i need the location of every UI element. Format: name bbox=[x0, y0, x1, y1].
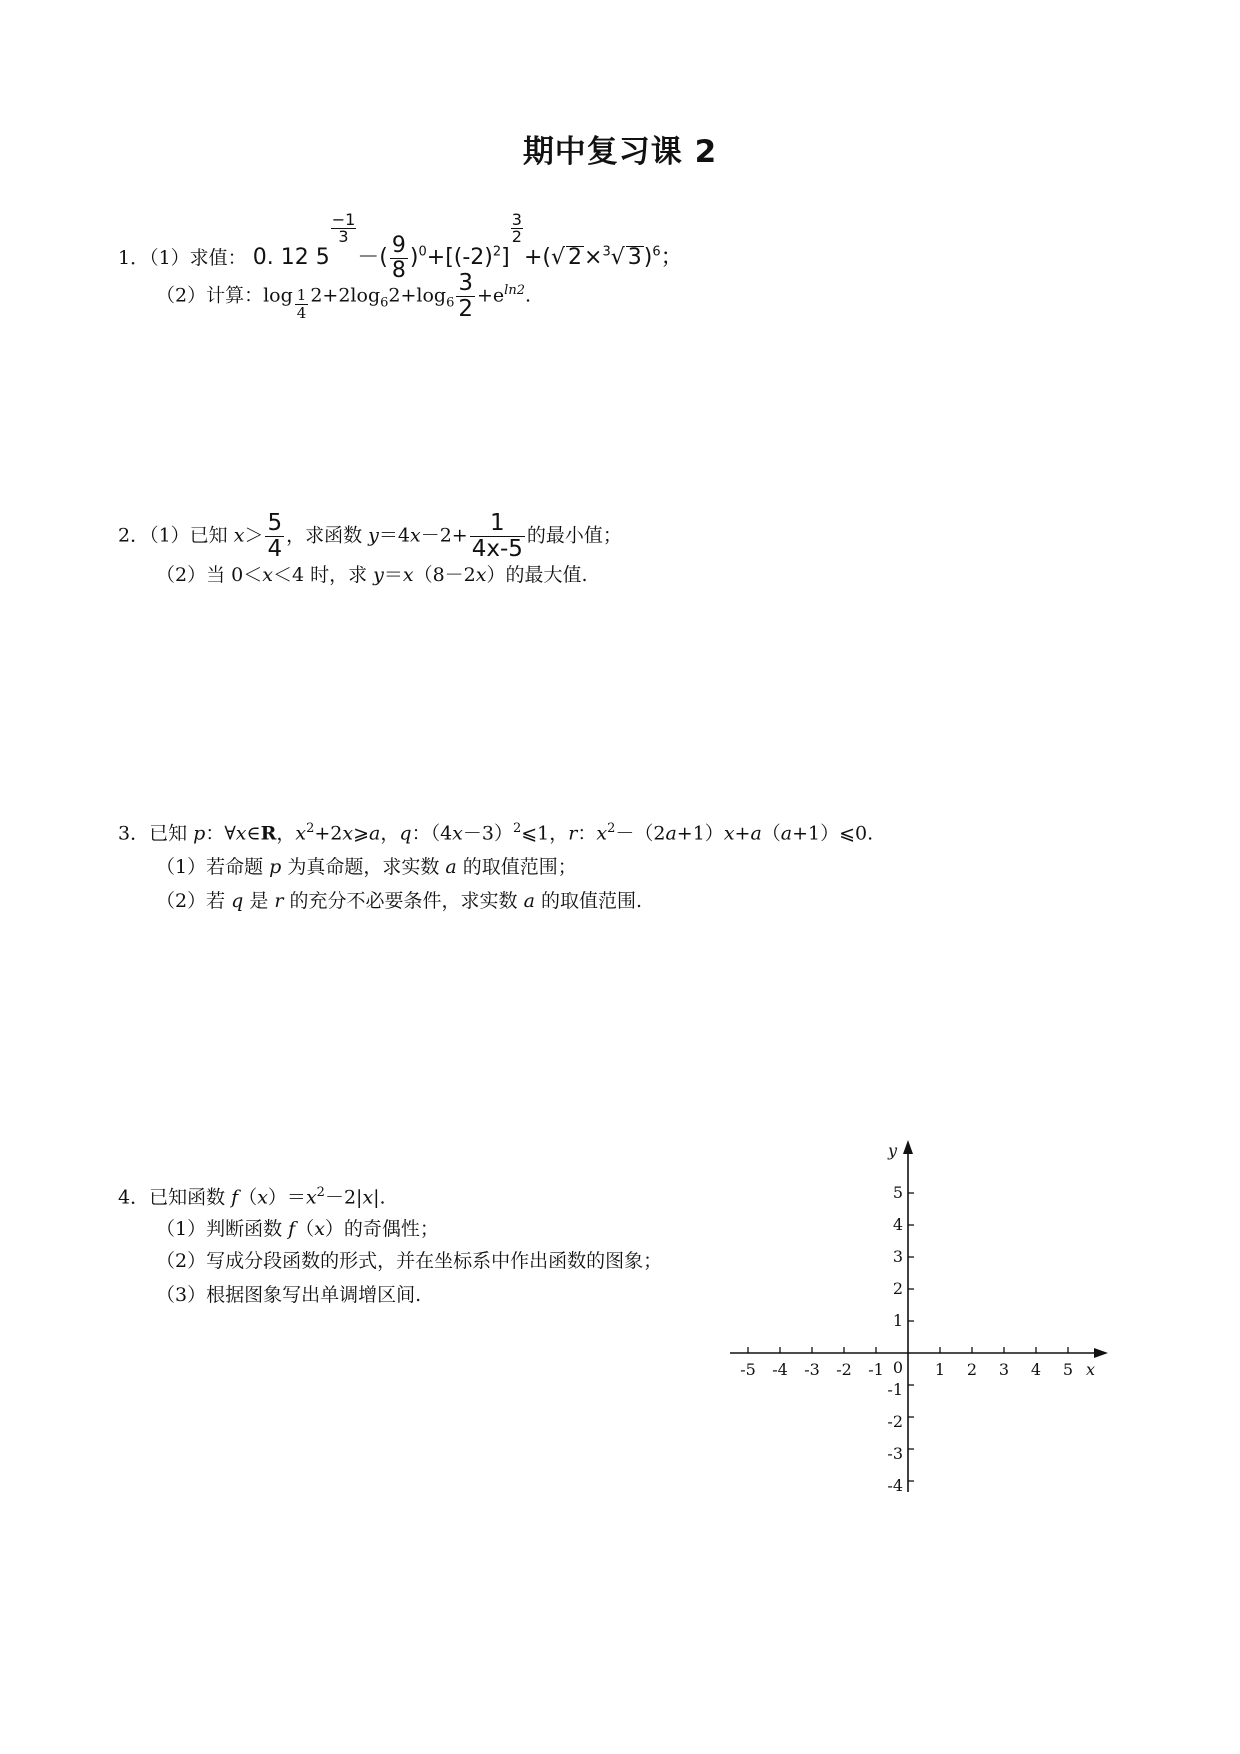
y-tick-label: -3 bbox=[887, 1444, 903, 1463]
q2-part1: 2．（1）已知 x＞ $\frac{5}{4}$ ，求函数 y＝4x－2+ $\frac{1}{4x-5}$ 的最小值； bbox=[118, 510, 622, 562]
page-title: 期中复习课 2 bbox=[522, 134, 718, 170]
q3-part2: （2）若 q 是 r 的充分不必要条件，求实数 a 的取值范围. bbox=[156, 890, 643, 912]
y-axis-arrow bbox=[903, 1140, 913, 1154]
q4-part2: （2）写成分段函数的形式，并在坐标系中作出函数的图象； bbox=[156, 1250, 663, 1272]
q4-part3: （3）根据图象写出单调增区间. bbox=[156, 1284, 422, 1306]
x-axis-label: x bbox=[1086, 1360, 1096, 1379]
x-tick-label: -5 bbox=[740, 1360, 756, 1379]
coordinate-system bbox=[730, 1140, 1110, 1505]
q1-expression: 0. 12 5 $\frac{-1}{3}$ －( $\frac{9}{8}$ )$^0+[(-2)^2]$ $\frac{3}{2}$ +(√ 2×$^3$√ 3)$^6$； bbox=[252, 210, 683, 283]
q1-part1: 1．（1）求值： 0. 12 5 $\frac{-1}{3}$ －( $\frac{9}{8}$ )$^0+[(-2)^2]$ $\frac{3}{2}$ +(√ 2×$^3$√ 3)$^6$； bbox=[118, 210, 683, 283]
x-tick-label: 3 bbox=[998, 1360, 1010, 1379]
x-tick-label: -3 bbox=[804, 1360, 820, 1379]
y-tick-label: 1 bbox=[892, 1311, 903, 1330]
x-axis-arrow bbox=[1094, 1348, 1108, 1358]
y-tick-label: -4 bbox=[887, 1476, 903, 1495]
q3-statement: 3．已知 p：∀x∈R，$x^2+2x⩾a$，q：$(4x-3)^2⩽1$，r：$x^2-(2a+1)x+a(a+1)⩽0$. bbox=[118, 821, 874, 845]
q4-statement: 4．已知函数 $f(x)=x^2-2|x|$. bbox=[118, 1185, 386, 1209]
x-tick-label: -1 bbox=[868, 1360, 884, 1379]
y-axis-label: y bbox=[888, 1141, 898, 1160]
x-tick-label: 2 bbox=[966, 1360, 978, 1379]
origin-label: 0 bbox=[892, 1358, 904, 1377]
q4-part1: （1）判断函数 f（x）的奇偶性； bbox=[156, 1218, 439, 1240]
x-tick-label: 4 bbox=[1030, 1360, 1042, 1379]
y-tick-label: 4 bbox=[892, 1215, 903, 1234]
q3-part1: （1）若命题 p 为真命题，求实数 a 的取值范围； bbox=[156, 856, 577, 878]
x-tick-label: 1 bbox=[934, 1360, 946, 1379]
x-tick-label: -4 bbox=[772, 1360, 788, 1379]
x-tick-label: 5 bbox=[1062, 1360, 1074, 1379]
y-tick-label: 2 bbox=[892, 1279, 903, 1298]
y-tick-label: -1 bbox=[887, 1380, 903, 1399]
y-tick-label: -2 bbox=[887, 1412, 903, 1431]
q2-part2: （2）当 0＜x＜4 时，求 y＝x（8－2x）的最大值. bbox=[156, 564, 588, 586]
q1-part2: （2）计算：log $\frac{1}{4}$ $2+2\log_62+\log_6$ $\frac{3}{2}$ $+e^{ln2}$. bbox=[156, 270, 532, 322]
y-tick-label: 3 bbox=[892, 1247, 903, 1266]
x-tick-label: -2 bbox=[836, 1360, 852, 1379]
y-tick-label: 5 bbox=[892, 1183, 903, 1202]
